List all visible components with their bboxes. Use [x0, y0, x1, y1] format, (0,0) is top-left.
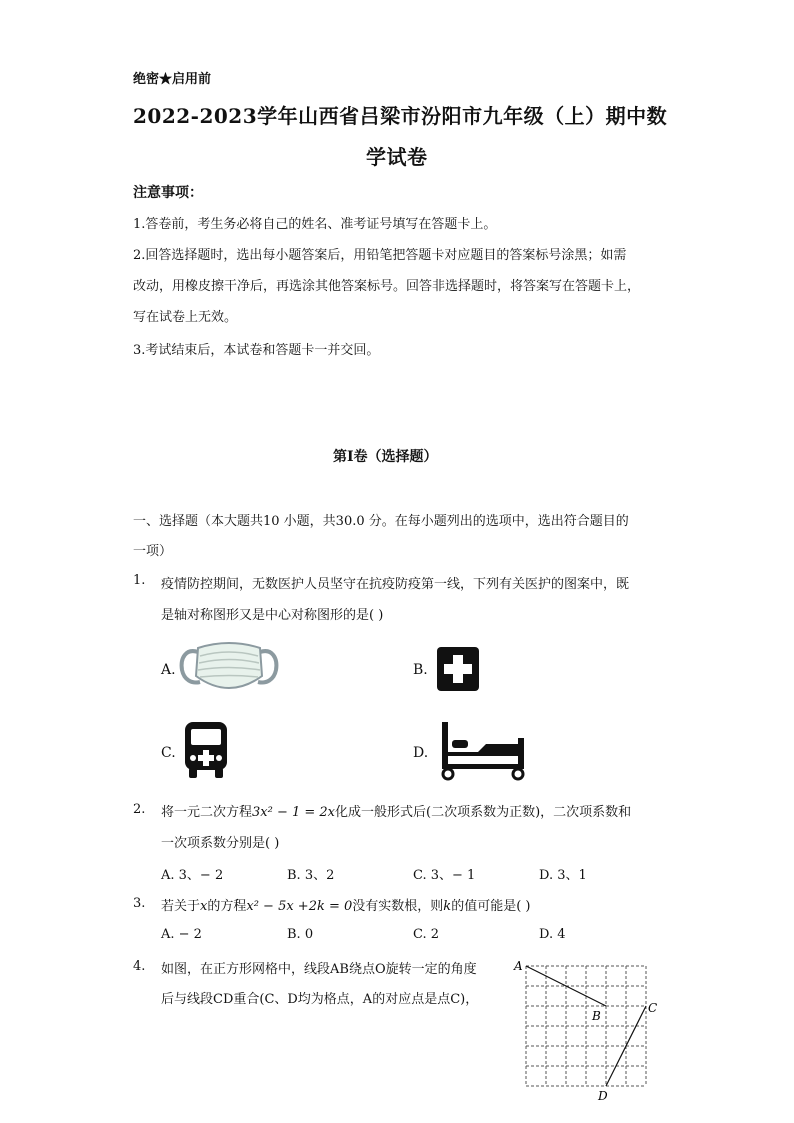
q4-number: 4.: [133, 959, 146, 974]
q2-text-line2: 一次项系数分别是( ): [161, 836, 280, 851]
q1-option-d-label: D.: [413, 745, 429, 761]
q2-option-c: C. 3、− 1: [413, 868, 476, 883]
q1-option-c-label: C.: [161, 745, 176, 761]
q3-option-c: C. 2: [413, 927, 440, 942]
q2-equation: 3x² − 1 = 2x: [252, 805, 336, 820]
medical-cross-icon: [437, 647, 479, 691]
notes-item-2-line3: 写在试卷上无效。: [133, 310, 238, 325]
notes-heading: 注意事项：: [133, 185, 203, 201]
part1-title: 第Ⅰ卷（选择题）: [333, 449, 438, 465]
notes-item-2-line2: 改动，用橡皮擦干净后，再选涂其他答案标号。回答非选择题时，将答案写在答题卡上，: [133, 279, 641, 294]
q3-var-k: k: [443, 899, 452, 914]
notes-item-2-line1: 2.回答选择题时，选出每小题答案后，用铅笔把答题卡对应题目的答案标号涂黑；如需: [133, 248, 627, 263]
q3-option-a: A. − 2: [161, 927, 202, 942]
q3-text-line1: [161, 895, 530, 914]
notes-item-1: 1.答卷前，考生务必将自己的姓名、准考证号填写在答题卡上。: [133, 217, 497, 232]
q2-text-pre: 将一元二次方程: [161, 805, 253, 820]
q3-text-post: 的值可能是( ): [451, 899, 531, 914]
q2-option-b: B. 3、2: [287, 868, 335, 883]
q3-option-d: D. 4: [539, 927, 566, 942]
secret-label: 绝密★启用前: [133, 72, 212, 87]
q4-text-line2: 后与线段CD重合(C、D均为格点，A的对应点是点C)，: [161, 992, 479, 1007]
exam-title-line2: 学试卷: [366, 145, 428, 169]
q1-option-a-label: A.: [161, 662, 176, 678]
q3-text-mid2: 没有实数根，则: [352, 899, 444, 914]
q3-text-mid1: 的方程: [207, 899, 247, 914]
q2-option-d: D. 3、1: [539, 868, 587, 883]
q3-number: 3.: [133, 896, 146, 911]
face-mask-icon: [178, 638, 280, 698]
q1-text-line1: 疫情防控期间，无数医护人员坚守在抗疫防疫第一线，下列有关医护的图案中，既: [161, 577, 630, 592]
point-d-label: D: [598, 1089, 608, 1103]
section-header-line2: 一项）: [133, 544, 173, 559]
q4-text-line1: 如图，在正方形网格中，线段AB绕点O旋转一定的角度: [161, 962, 477, 977]
point-a-label: A: [514, 959, 523, 973]
q2-option-a: A. 3、− 2: [161, 868, 224, 883]
exam-title-line1: 2022-2023学年山西省吕梁市汾阳市九年级（上）期中数: [133, 104, 668, 128]
q1-number: 1.: [133, 573, 146, 588]
section-header-line1: 一、选择题（本大题共10 小题，共30.0 分。在每小题列出的选项中，选出符合题目的: [133, 514, 629, 529]
ambulance-bus-icon: [183, 722, 229, 778]
notes-item-3: 3.考试结束后，本试卷和答题卡一并交回。: [133, 343, 380, 358]
q1-text-line2: 是轴对称图形又是中心对称图形的是( ): [161, 608, 384, 623]
q2-text-post: 化成一般形式后(二次项系数为正数)，二次项系数和: [335, 805, 632, 820]
q3-var-x: x: [200, 899, 208, 914]
q4-grid-figure: [514, 959, 662, 1103]
hospital-bed-icon: [438, 722, 528, 782]
q2-text-line1: [161, 801, 631, 820]
q3-equation: x² − 5x +2k = 0: [246, 899, 353, 914]
point-b-label: B: [592, 1009, 601, 1023]
q4-grid: [526, 966, 646, 1086]
q2-number: 2.: [133, 802, 146, 817]
q3-option-b: B. 0: [287, 927, 314, 942]
q1-option-b-label: B.: [413, 662, 428, 678]
q3-text-pre: 若关于: [161, 899, 201, 914]
point-c-label: C: [648, 1001, 658, 1015]
